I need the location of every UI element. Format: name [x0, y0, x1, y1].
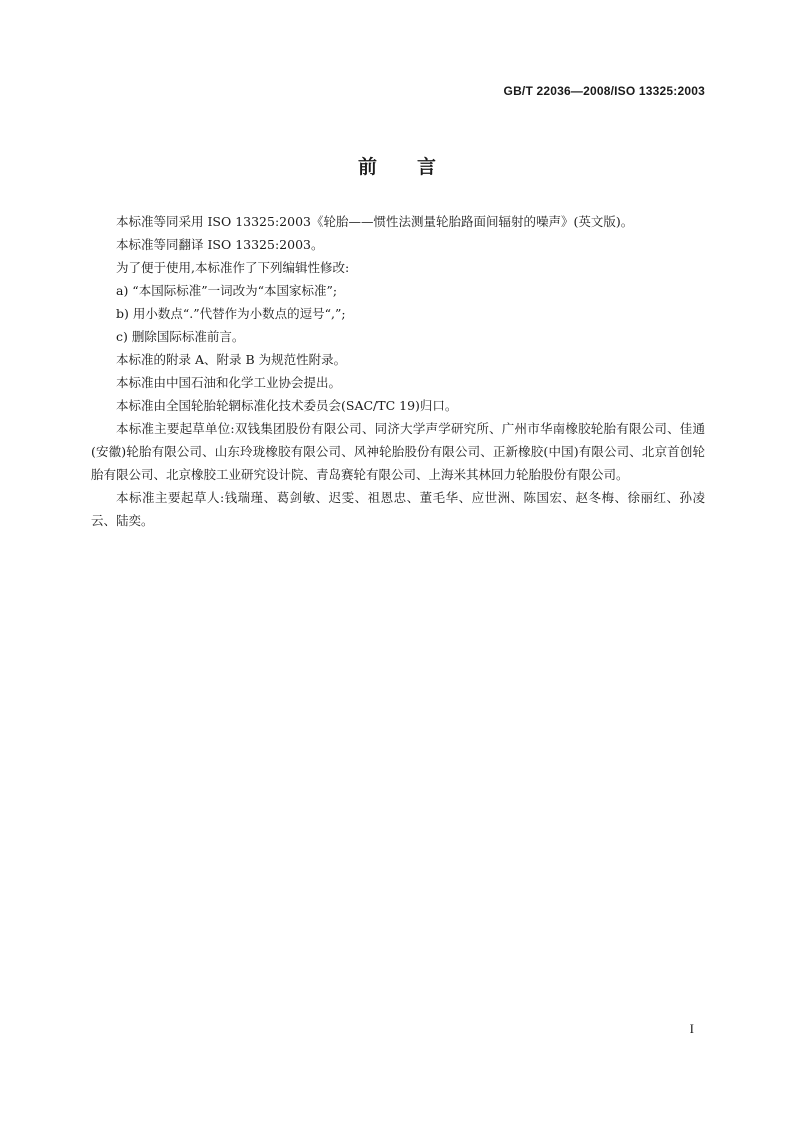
page-title: 前言: [357, 156, 476, 178]
paragraph-edits-intro: 为了便于使用,本标准作了下列编辑性修改:: [116, 260, 350, 275]
standard-number: GB/T 22036—2008/ISO 13325:2003: [503, 84, 705, 98]
list-item-a: a) “本国际标准”一词改为“本国家标准”;: [116, 283, 338, 298]
list-item-b: b) 用小数点“.”代替作为小数点的逗号“,”;: [116, 306, 346, 321]
paragraph-adoption: 本标准等同采用 ISO 13325:2003《轮胎——惯性法测量轮胎路面间辐射的噪声》(英文版)。: [116, 214, 634, 229]
paragraph-committee: 本标准由全国轮胎轮辋标准化技术委员会(SAC/TC 19)归口。: [116, 398, 458, 413]
list-item-c: c) 删除国际标准前言。: [116, 329, 245, 344]
paragraph-drafting-units: 本标准主要起草单位:双钱集团股份有限公司、同济大学声学研究所、广州市华南橡胶轮胎有限公司、佳通(安徽)轮胎有限公司、山东玲珑橡胶有限公司、风神轮胎股份有限公司、正新橡胶(中国)有限公司、北京首创轮胎有限公司、北京橡胶工业研究设计院、青岛赛轮有限公司、上海米其林回力轮胎股份有限公司。: [91, 421, 705, 482]
paragraph-translation: 本标准等同翻译 ISO 13325:2003。: [116, 237, 324, 252]
foreword-body: [91, 210, 705, 532]
paragraph-annexes: 本标准的附录 A、附录 B 为规范性附录。: [116, 352, 347, 367]
page-number: I: [689, 1021, 694, 1036]
paragraph-drafters: 本标准主要起草人:钱瑞瑾、葛剑敏、迟雯、祖恩忠、董毛华、应世洲、陈国宏、赵冬梅、徐丽红、孙凌云、陆奕。: [91, 490, 705, 528]
paragraph-proposer: 本标准由中国石油和化学工业协会提出。: [116, 375, 342, 390]
